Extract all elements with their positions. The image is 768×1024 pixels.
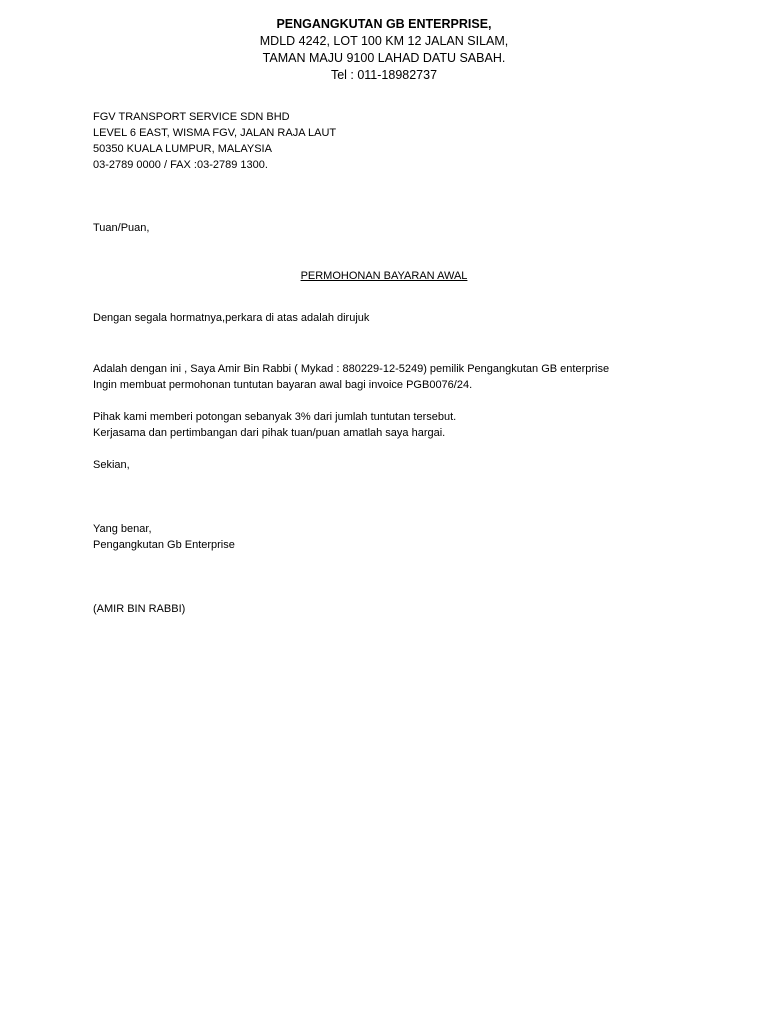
salutation-text: Tuan/Puan,	[93, 222, 150, 234]
sender-header	[0, 16, 768, 84]
signatory-name: (AMIR BIN RABBI)	[93, 603, 186, 615]
recipient-address-line1: LEVEL 6 EAST, WISMA FGV, JALAN RAJA LAUT	[93, 127, 337, 139]
signoff	[93, 521, 235, 553]
recipient-address	[93, 109, 336, 173]
subject-text: PERMOHONAN BAYARAN AWAL	[300, 270, 468, 282]
recipient-address-line2: 50350 KUALA LUMPUR, MALAYSIA	[93, 143, 272, 155]
body-paragraph-2	[93, 409, 456, 441]
signoff-line2: Pengangkutan Gb Enterprise	[93, 539, 235, 551]
signatory	[93, 601, 185, 617]
body-para1-line2: Ingin membuat permohonan tuntutan bayaran awal bagi invoice PGB0076/24.	[93, 379, 473, 391]
opening-text: Dengan segala hormatnya,perkara di atas adalah dirujuk	[93, 312, 370, 324]
body-para1-line1: Adalah dengan ini , Saya Amir Bin Rabbi ( Mykad : 880229-12-5249) pemilik Pengangkutan GB enterprise	[93, 363, 610, 375]
sender-address-line2: TAMAN MAJU 9100 LAHAD DATU SABAH.	[262, 51, 506, 65]
sender-tel: Tel : 011-18982737	[330, 68, 438, 82]
body-para2-line1: Pihak kami memberi potongan sebanyak 3% dari jumlah tuntutan tersebut.	[93, 411, 457, 423]
body-para2-line2: Kerjasama dan pertimbangan dari pihak tuan/puan amatlah saya hargai.	[93, 427, 446, 439]
sender-address-line1: MDLD 4242, LOT 100 KM 12 JALAN SILAM,	[259, 34, 509, 48]
recipient-name: FGV TRANSPORT SERVICE SDN BHD	[93, 111, 290, 123]
body-paragraph-1	[93, 361, 609, 393]
subject-line	[0, 268, 768, 284]
closing	[93, 457, 130, 473]
signoff-line1: Yang benar,	[93, 523, 152, 535]
opening-paragraph	[93, 310, 369, 326]
recipient-phone-fax: 03-2789 0000 / FAX :03-2789 1300.	[93, 159, 268, 171]
closing-text: Sekian,	[93, 459, 130, 471]
sender-name: PENGANGKUTAN GB ENTERPRISE,	[276, 17, 492, 31]
salutation	[93, 220, 149, 236]
